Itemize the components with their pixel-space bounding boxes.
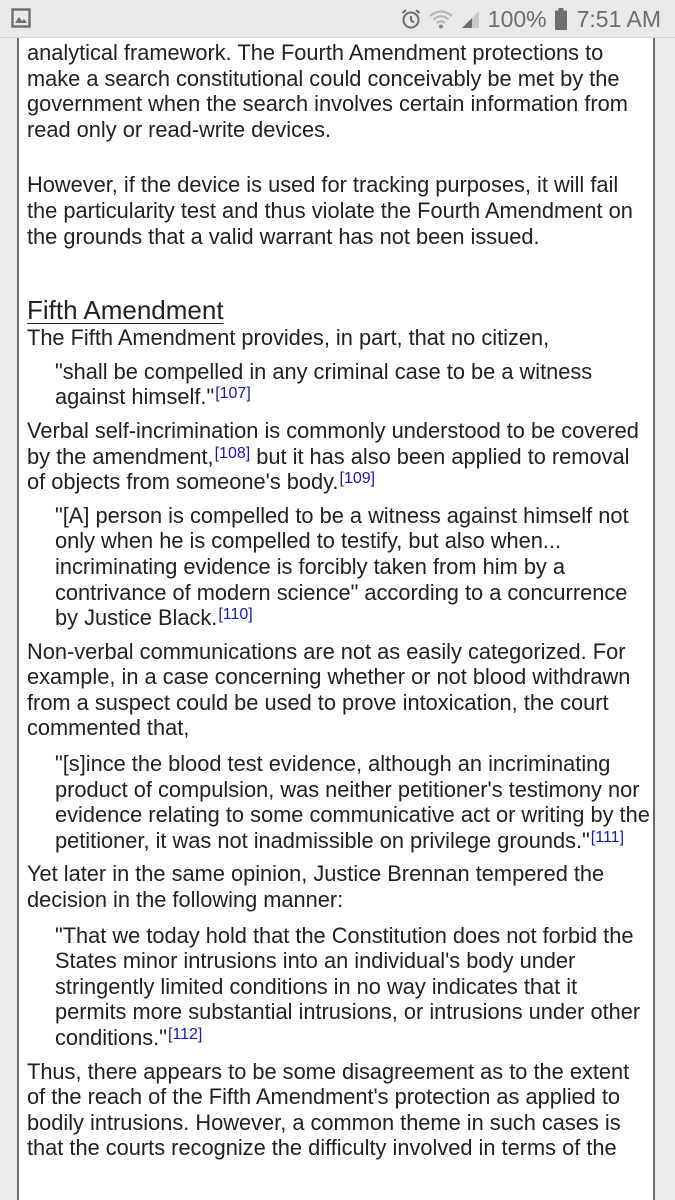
paragraph-disagreement: Thus, there appears to be some disagreement as to the extent of the reach of the Fifth Amendment's protection as applied to bodily intrusions. However, a common theme in such cases is that the courts recognize the difficulty involved in terms of the xyxy=(27,1058,630,1161)
section-heading-fifth-amendment: Fifth Amendment xyxy=(27,295,224,326)
paragraph-justice-brennan: Yet later in the same opinion, Justice Brennan tempered the decision in the following manner: xyxy=(27,861,605,913)
quote-text: "shall be compelled in any criminal case to be a witness against himself." xyxy=(55,358,593,410)
article-content xyxy=(27,38,651,1161)
citation-link-108[interactable]: [108] xyxy=(214,444,251,462)
image-gallery-icon xyxy=(11,8,31,28)
paragraph-non-verbal-communications: Non-verbal communications are not as easily categorized. For example, in a case concerning whether or not blood withdrawn from a suspect could be used to prove intoxication, the court commented that, xyxy=(27,638,631,741)
right-margin xyxy=(655,38,675,1200)
quote-blood-test xyxy=(55,751,651,853)
signal-icon xyxy=(460,9,480,29)
quote-minor-intrusions xyxy=(55,923,651,1051)
quote-compelled-witness xyxy=(55,359,651,410)
left-border xyxy=(17,38,19,1200)
paragraph-verbal-self-incrimination xyxy=(27,418,651,495)
citation-link-109[interactable]: [109] xyxy=(339,470,376,488)
status-icons xyxy=(400,0,661,38)
citation-link-110[interactable]: [110] xyxy=(218,606,253,624)
alarm-icon xyxy=(400,8,422,30)
battery-icon xyxy=(555,8,567,30)
citation-link-112[interactable]: [112] xyxy=(167,1026,203,1043)
paragraph-fifth-amendment-provides: The Fifth Amendment provides, in part, that no citizen, xyxy=(27,325,550,351)
paragraph-text: but it has also been applied to removal of objects from someone's body. xyxy=(27,443,630,495)
battery-percentage: 100% xyxy=(487,5,547,32)
quote-text: "[s]ince the blood test evidence, although an incriminating product of compulsion, was neither petitioner's testimony nor evidence relating to some communicative act or writing by the petitioner, it was not inadmissible on privilege grounds." xyxy=(55,751,650,853)
status-bar xyxy=(0,0,675,38)
citation-link-107[interactable]: [107] xyxy=(215,385,251,403)
paragraph-fourth-amendment-conclusion: analytical framework. The Fourth Amendment protections to make a search constitutional could conceivably be met by the government when the search involves certain information from read only or read-write devices. xyxy=(27,40,628,142)
quote-justice-black xyxy=(55,503,651,631)
citation-link-111[interactable]: [111] xyxy=(590,828,625,846)
wifi-icon xyxy=(428,8,454,30)
quote-text: "[A] person is compelled to be a witness against himself not only when he is compelled to testify, but also when... incriminating evidence is forcibly taken from him by a contrivance of modern science" according to a concurrence by Justice Black. xyxy=(55,502,629,631)
paragraph-text: Verbal self-incrimination is commonly understood to be covered by the amendment, xyxy=(27,417,639,469)
quote-text: "That we today hold that the Constitution does not forbid the States minor intrusions into an individual's body under stringently limited conditions in no way indicates that it permits more substantial intrusions, or intrusions under other conditions." xyxy=(55,922,641,1050)
paragraph-tracking-purposes: However, if the device is used for tracking purposes, it will fail the particularity test and thus violate the Fourth Amendment on the grounds that a valid warrant has not been issued. xyxy=(27,172,633,249)
clock: 7:51 AM xyxy=(576,5,661,32)
left-margin xyxy=(0,38,17,1200)
